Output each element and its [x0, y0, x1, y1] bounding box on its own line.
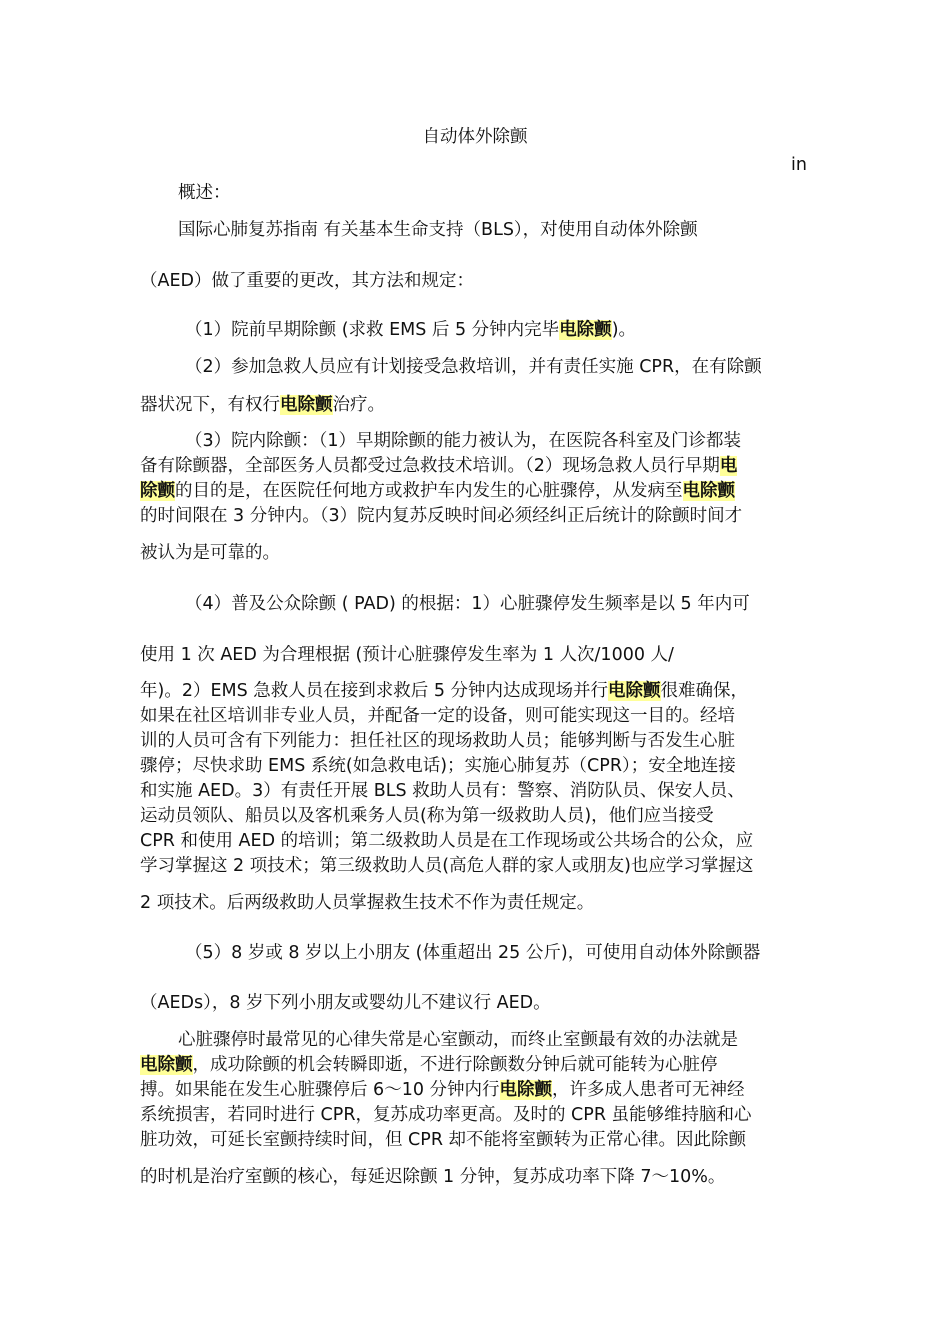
overview-label: 概述：: [178, 183, 231, 203]
text-segment: 的时间限在 3 分钟内。（3）院内复苏反映时间必须经纠正后统计的除颤时间才: [140, 506, 743, 526]
item3-line: [140, 480, 735, 502]
item4-line: [140, 680, 748, 702]
closing-line: 系统损害，若同时进行 CPR，复苏成功率更高。及时的 CPR 虽能够维持脑和心: [140, 1105, 752, 1125]
item1-line: [185, 319, 636, 341]
closing-line: 心脏骤停时最常见的心律失常是心室颤动，而终止室颤最有效的办法就是: [178, 1030, 738, 1050]
item4-line: 运动员领队、船员以及客机乘务人员(称为第一级救助人员)，他们应当接受: [140, 806, 714, 826]
item5-line: （AEDs），8 岁下列小朋友或婴幼儿不建议行 AED。: [140, 993, 551, 1013]
highlight-term: 电: [719, 456, 738, 476]
item3-line: [140, 455, 737, 477]
closing-line: 脏功效，可延长室颤持续时间，但 CPR 却不能将室颤转为正常心律。因此除颤: [140, 1130, 747, 1150]
item4-line: 学习掌握这 2 项技术；第三级救助人员(高危人群的家人或朋友)也应学习掌握这: [140, 856, 754, 876]
text-segment: 被认为是可靠的。: [140, 543, 280, 563]
text-segment: 备有除颤器，全部医务人员都受过急救技术培训。（2）现场急救人员行早期: [140, 456, 720, 476]
item2-line: [185, 356, 762, 378]
corner-mark: in: [791, 155, 807, 175]
document-title: 自动体外除颤: [422, 127, 528, 147]
text-segment: 搏。如果能在发生心脏骤停后 6～10 分钟内行: [140, 1080, 500, 1100]
text-segment: 的目的是，在医院任何地方或救护车内发生的心脏骤停，从发病至: [175, 481, 683, 501]
closing-line: 的时机是治疗室颤的核心，每延迟除颤 1 分钟，复苏成功率下降 7～10%。: [140, 1167, 726, 1187]
item4-line: 训的人员可含有下列能力：担任社区的现场救助人员；能够判断与否发生心脏: [140, 731, 735, 751]
text-segment: 年)。2）EMS 急救人员在接到求救后 5 分钟内达成现场并行: [140, 681, 609, 701]
intro-line: （AED）做了重要的更改，其方法和规定：: [140, 271, 475, 291]
text-segment: （3）院内除颤：（1）早期除颤的能力被认为，在医院各科室及门诊都装: [185, 431, 742, 451]
text-segment: 治疗。: [332, 395, 385, 415]
highlight-term: 电除颤: [280, 395, 333, 415]
text-segment: （2）参加急救人员应有计划接受急救培训，并有责任实施 CPR，在有除颤: [185, 357, 762, 377]
item3-line: [185, 430, 741, 452]
item3-line: [140, 542, 280, 564]
item4-line: 2 项技术。后两级救助人员掌握救生技术不作为责任规定。: [140, 893, 595, 913]
item4-line: 如果在社区培训非专业人员，并配备一定的设备，则可能实现这一目的。经培: [140, 706, 735, 726]
item4-line: [140, 644, 674, 666]
text-segment: 器状况下，有权行: [140, 395, 280, 415]
highlight-term: 电除颤: [140, 1055, 193, 1075]
closing-line: [140, 1054, 718, 1076]
item2-line: [140, 394, 385, 416]
highlight-term: 电除颤: [608, 681, 661, 701]
highlight-term: 电除颤: [499, 1080, 553, 1100]
intro-line: 国际心肺复苏指南 有关基本生命支持（BLS），对使用自动体外除颤: [178, 220, 698, 240]
text-segment: （4）普及公众除颤 ( PAD) 的根据：1）心脏骤停发生频率是以 5 年内可: [185, 594, 750, 614]
text-segment: ，许多成人患者可无神经: [552, 1080, 745, 1100]
text-segment: ，成功除颤的机会转瞬即逝，不进行除颤数分钟后就可能转为心脏停: [192, 1055, 718, 1075]
item4-line: 骤停；尽快求助 EMS 系统(如急救电话)；实施心肺复苏（CPR）；安全地连接: [140, 756, 736, 776]
highlight-term: 电除颤: [682, 481, 735, 501]
item4-line: CPR 和使用 AED 的培训；第二级救助人员是在工作现场或公共场合的公众，应: [140, 831, 754, 851]
item4-line: 和实施 AED。3）有责任开展 BLS 救助人员有：警察、消防队员、保安人员、: [140, 781, 745, 801]
highlight-term: 除颤: [140, 481, 175, 501]
text-segment: )。: [611, 320, 637, 340]
highlight-term: 电除颤: [559, 320, 612, 340]
text-segment: 使用 1 次 AED 为合理根据 (预计心脏骤停发生率为 1 人次/1000 人/: [140, 645, 674, 665]
item5-line: （5）8 岁或 8 岁以上小朋友 (体重超出 25 公斤)，可使用自动体外除颤器: [185, 943, 761, 963]
text-segment: （1）院前早期除颤 (求救 EMS 后 5 分钟内完毕: [185, 320, 560, 340]
text-segment: 很难确保，: [660, 681, 749, 701]
closing-line: [140, 1079, 745, 1101]
item4-line: [185, 593, 750, 615]
item3-line: [140, 505, 742, 527]
